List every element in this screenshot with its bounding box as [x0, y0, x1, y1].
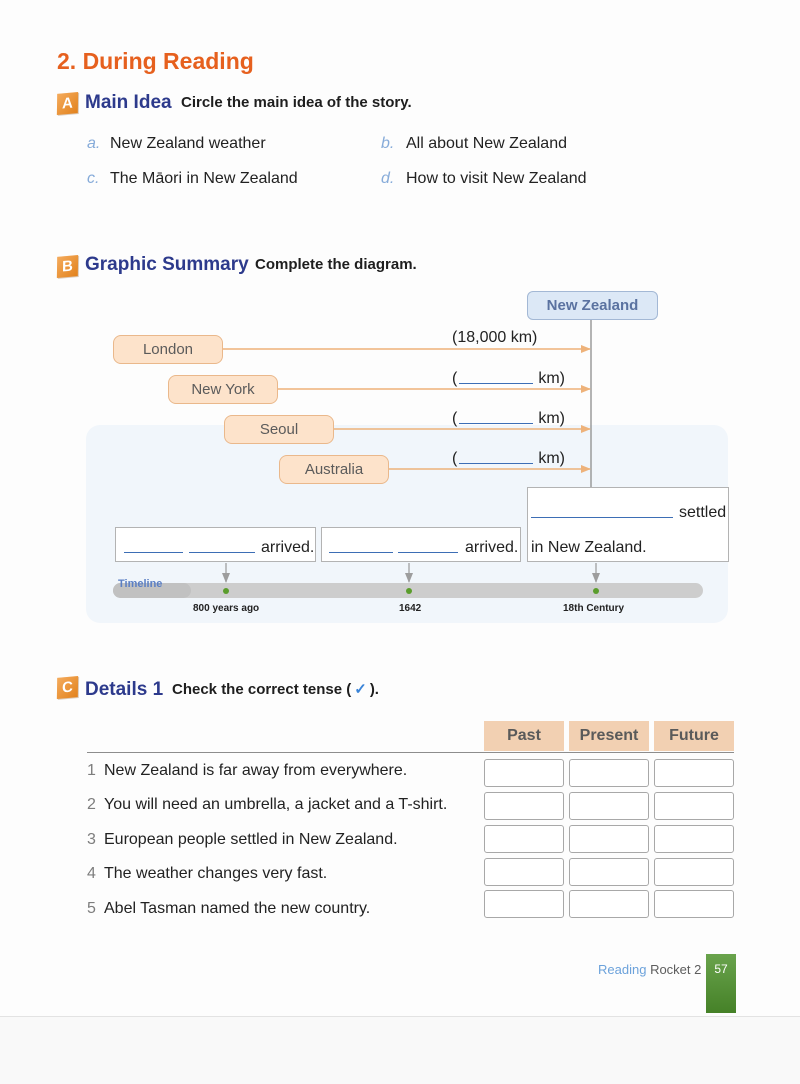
column-header-future: Future: [654, 721, 734, 751]
origin-label: Seoul: [259, 421, 299, 438]
distance-australia: [452, 451, 565, 467]
main-idea-instruction: Circle the main idea of the story.: [181, 94, 412, 111]
statement-text: Abel Tasman named the new country.: [104, 900, 371, 917]
checkbox-present[interactable]: [569, 792, 649, 820]
details-instruction-text: Check the correct tense (: [172, 681, 352, 698]
history-verb: settled: [679, 504, 727, 521]
distance-open-paren: (: [452, 370, 458, 387]
history-blank[interactable]: [531, 517, 673, 518]
checkbox-present[interactable]: [569, 759, 649, 787]
option-letter: a.: [87, 135, 101, 152]
option-d[interactable]: [381, 171, 587, 187]
details-instruction: [172, 682, 379, 697]
option-text: New Zealand weather: [110, 135, 266, 152]
section-title: 2. During Reading: [57, 48, 254, 74]
timeline-dot-18th-century: [593, 588, 599, 594]
section-a-badge: [57, 92, 78, 115]
details-instruction-end: ).: [369, 681, 379, 698]
statement-text: You will need an umbrella, a jacket and a T-shirt.: [104, 796, 448, 813]
origin-box-new-york: [168, 375, 278, 404]
option-text: The Māori in New Zealand: [110, 170, 298, 187]
statement-text: The weather changes very fast.: [104, 865, 328, 882]
table-divider: [87, 752, 734, 753]
checkbox-future[interactable]: [654, 792, 734, 820]
history-box-line: [124, 540, 314, 556]
history-box-line: [329, 540, 518, 556]
origin-box-australia: [279, 455, 389, 484]
graphic-summary-heading: Graphic Summary: [85, 254, 249, 275]
statement-text: New Zealand is far away from everywhere.: [104, 762, 408, 779]
history-box-third: [527, 487, 729, 562]
destination-box: [527, 291, 658, 320]
origin-box-seoul: [224, 415, 334, 444]
history-box-first: [115, 527, 316, 562]
footer-series: Reading: [598, 962, 647, 977]
history-box-line: [531, 505, 726, 521]
distance-open-paren: (: [452, 450, 458, 467]
section-b-badge-letter: B: [61, 257, 74, 276]
statement-number: 4: [87, 865, 96, 882]
statement-text: European people settled in New Zealand.: [104, 831, 398, 848]
checkbox-future[interactable]: [654, 858, 734, 886]
distance-blank-australia[interactable]: [459, 463, 533, 464]
distance-unit: km): [538, 370, 565, 387]
graphic-summary-instruction: Complete the diagram.: [255, 256, 417, 273]
section-a-badge-letter: A: [61, 94, 74, 113]
checkbox-past[interactable]: [484, 858, 564, 886]
statement-number: 1: [87, 762, 96, 779]
distance-blank-seoul[interactable]: [459, 423, 533, 424]
page-number-tab: [706, 954, 736, 1013]
column-header-past: Past: [484, 721, 564, 751]
distance-blank-new-york[interactable]: [459, 383, 533, 384]
history-verb: arrived.: [465, 539, 519, 556]
history-box-line-2: in New Zealand.: [531, 539, 647, 556]
option-a[interactable]: [87, 136, 266, 152]
checkbox-present[interactable]: [569, 825, 649, 853]
history-blank[interactable]: [398, 552, 458, 553]
checkbox-past[interactable]: [484, 890, 564, 918]
page-bottom-edge: [0, 1016, 800, 1084]
option-letter: d.: [381, 170, 395, 187]
option-letter: b.: [381, 135, 395, 152]
timeline-dot-1642: [406, 588, 412, 594]
option-b[interactable]: [381, 136, 567, 152]
distance-london: (18,000 km): [452, 329, 538, 346]
timeline-event: 18th Century: [563, 603, 625, 614]
distance-unit: km): [538, 410, 565, 427]
checkbox-past[interactable]: [484, 759, 564, 787]
checkbox-future[interactable]: [654, 825, 734, 853]
statement-number: 2: [87, 796, 96, 813]
history-blank[interactable]: [329, 552, 393, 553]
statement-number: 3: [87, 831, 96, 848]
page-number: 57: [714, 962, 728, 976]
main-idea-heading: Main Idea: [85, 92, 172, 113]
checkbox-future[interactable]: [654, 890, 734, 918]
distance-seoul: [452, 411, 565, 427]
option-c[interactable]: [87, 171, 298, 187]
checkbox-past[interactable]: [484, 825, 564, 853]
option-text: All about New Zealand: [406, 135, 567, 152]
history-verb: arrived.: [261, 539, 315, 556]
timeline-event: 1642: [399, 603, 422, 614]
origin-label: London: [142, 341, 194, 358]
checkbox-past[interactable]: [484, 792, 564, 820]
history-blank[interactable]: [124, 552, 183, 553]
history-blank[interactable]: [189, 552, 255, 553]
option-text: How to visit New Zealand: [406, 170, 587, 187]
origin-label: Australia: [304, 461, 364, 478]
timeline-label: Timeline: [118, 578, 163, 590]
distance-open-paren: (: [452, 410, 458, 427]
checkbox-present[interactable]: [569, 890, 649, 918]
option-letter: c.: [87, 170, 100, 187]
footer-brand: [598, 963, 701, 976]
origin-box-london: [113, 335, 223, 364]
section-c-badge: [57, 676, 78, 699]
origin-label: New York: [191, 381, 255, 398]
destination-label: New Zealand: [546, 297, 639, 314]
details-heading: Details 1: [85, 679, 164, 700]
timeline-dot-800-years: [223, 588, 229, 594]
checkbox-present[interactable]: [569, 858, 649, 886]
check-symbol: ✓: [354, 681, 367, 698]
section-c-badge-letter: C: [61, 678, 74, 697]
section-b-badge: [57, 255, 78, 278]
column-header-present: Present: [569, 721, 649, 751]
distance-unit: km): [538, 450, 565, 467]
history-box-second: [321, 527, 521, 562]
timeline-event: 800 years ago: [193, 603, 260, 614]
distance-new-york: [452, 371, 565, 387]
checkbox-future[interactable]: [654, 759, 734, 787]
statement-number: 5: [87, 900, 96, 917]
footer-book: Rocket 2: [650, 962, 702, 977]
